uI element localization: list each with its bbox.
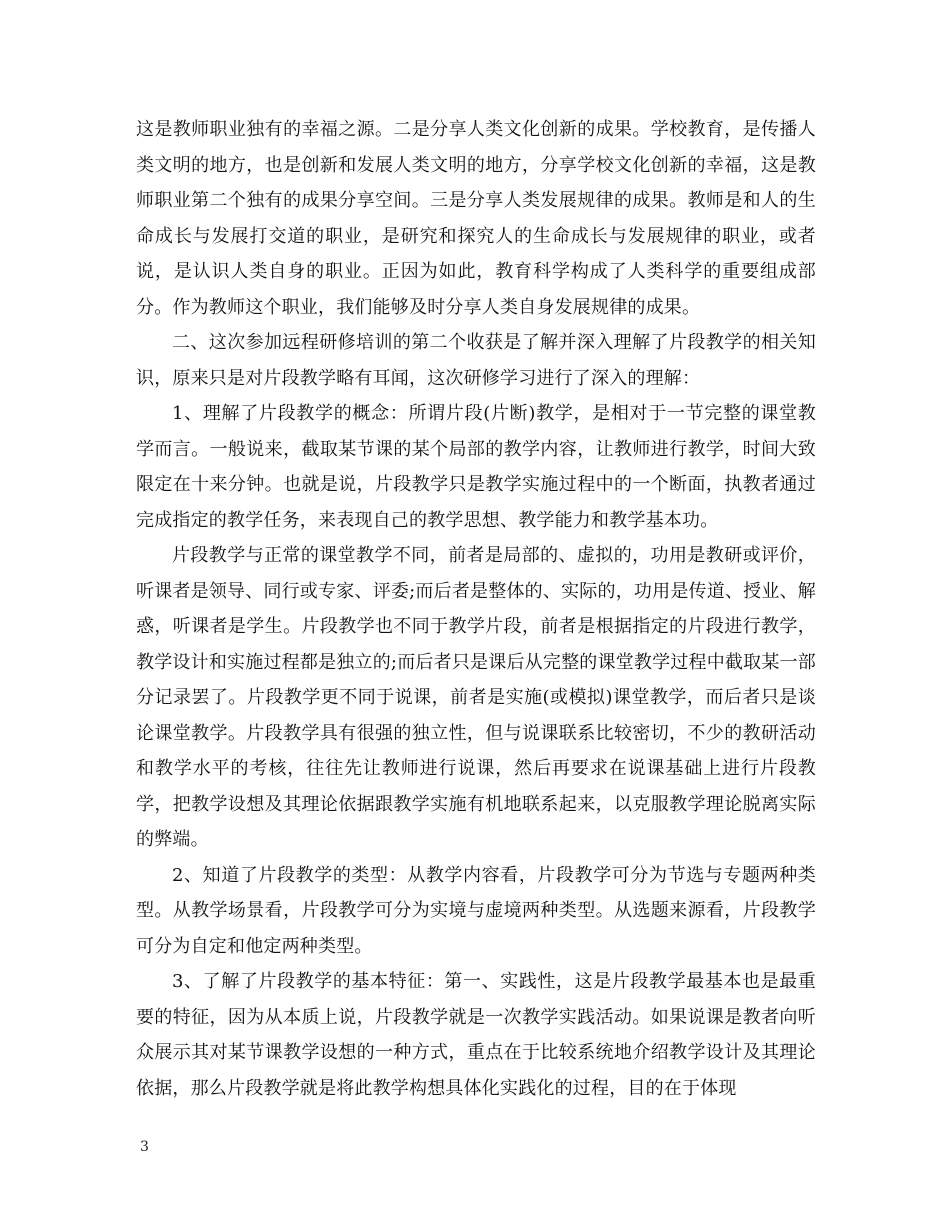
paragraph-6: 3、了解了片段教学的基本特征：第一、实践性，这是片段教学最基本也是最重要的特征，因为从本质上说，片段教学就是一次教学实践活动。如果说课是教者向听众展示其对某节课教学设想的一种方式，重点在于比较系统地介绍教学设计及其理论依据，那么片段教学就是将此教学构想具体化实践化的过程，目的在于体现 (136, 971, 816, 1099)
paragraph-1: 这是教师职业独有的幸福之源。二是分享人类文化创新的成果。学校教育，是传播人类文明的地方，也是创新和发展人类文明的地方，分享学校文化创新的幸福，这是教师职业第二个独有的成果分享空间。三是分享人类发展规律的成果。教师是和人的生命成长与发展打交道的职业，是研究和探究人的生命成长与发展规律的职业，或者说，是认识人类自身的职业。正因为如此，教育科学构成了人类科学的重要组成部分。作为教师这个职业，我们能够及时分享人类自身发展规律的成果。 (136, 119, 816, 318)
paragraph-5: 2、知道了片段教学的类型：从教学内容看，片段教学可分为节选与专题两种类型。从教学场景看，片段教学可分为实境与虚境两种类型。从选题来源看，片段教学可分为自定和他定两种类型。 (136, 864, 816, 957)
paragraph-2: 二、这次参加远程研修培训的第二个收获是了解并深入理解了片段教学的相关知识，原来只是对片段教学略有耳闻，这次研修学习进行了深入的理解： (136, 332, 816, 389)
paragraph-3: 1、理解了片段教学的概念：所谓片段(片断)教学，是相对于一节完整的课堂教学而言。一般说来，截取某节课的某个局部的教学内容，让教师进行教学，时间大致限定在十来分钟。也就是说，片段教学只是教学实施过程中的一个断面，执教者通过完成指定的教学任务，来表现自己的教学思想、教学能力和教学基本功。 (136, 403, 816, 531)
body-text (136, 112, 816, 1106)
page-number: 3 (140, 1139, 149, 1155)
paragraph-4: 片段教学与正常的课堂教学不同，前者是局部的、虚拟的，功用是教研或评价，听课者是领导、同行或专家、评委;而后者是整体的、实际的，功用是传道、授业、解惑，听课者是学生。片段教学也不同于教学片段，前者是根据指定的片段进行教学，教学设计和实施过程都是独立的;而后者只是课后从完整的课堂教学过程中截取某一部分记录罢了。片段教学更不同于说课，前者是实施(或模拟)课堂教学，而后者只是谈论课堂教学。片段教学具有很强的独立性，但与说课联系比较密切，不少的教研活动和教学水平的考核，往往先让教师进行说课，然后再要求在说课基础上进行片段教学，把教学设想及其理论依据跟教学实施有机地联系起来，以克服教学理论脱离实际的弊端。 (136, 545, 816, 850)
